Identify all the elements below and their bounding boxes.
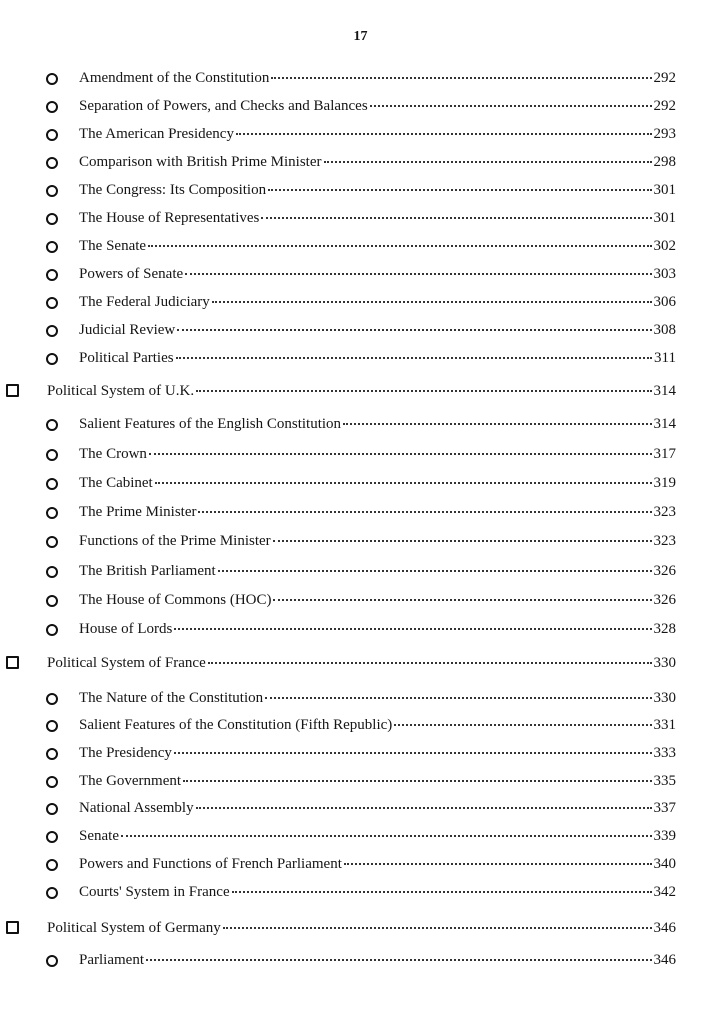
toc-entry-page: 326: [653, 563, 676, 579]
toc-entry-page: 293: [653, 126, 676, 142]
dot-leader: [343, 423, 651, 425]
bullet-square-icon: [6, 384, 19, 397]
bullet-square-icon: [6, 656, 19, 669]
bullet-square-icon: [6, 921, 19, 934]
dot-leader: [155, 482, 652, 484]
dot-leader: [183, 780, 651, 782]
toc-entry-title: Comparison with British Prime Minister: [79, 154, 322, 170]
dot-leader: [174, 752, 652, 754]
toc-entry-title: Political Parties: [79, 350, 174, 366]
dot-leader: [212, 301, 652, 303]
toc-section-page: 346: [653, 920, 676, 936]
toc-entry-title: Salient Features of the Constitution (Fifth Republic): [79, 717, 393, 733]
toc-entry-title: Senate: [79, 828, 119, 844]
bullet-circle-icon: [46, 213, 58, 225]
toc-entry-page: 292: [653, 98, 676, 114]
bullet-circle-icon: [46, 624, 58, 636]
toc-entry-title: The Federal Judiciary: [79, 294, 210, 310]
toc-entry-page: 346: [653, 952, 676, 968]
page-number: 17: [353, 29, 368, 44]
dot-leader: [271, 77, 651, 79]
dot-leader: [268, 189, 651, 191]
bullet-circle-icon: [46, 507, 58, 519]
toc-entry-page: 342: [653, 884, 676, 900]
bullet-circle-icon: [46, 73, 58, 85]
toc-section: [47, 381, 676, 401]
toc-entry-title: Parliament: [79, 952, 144, 968]
bullet-circle-icon: [46, 831, 58, 843]
dot-leader: [176, 357, 652, 359]
dot-leader: [149, 453, 652, 455]
toc-entry-page: 311: [654, 350, 676, 366]
dot-leader: [324, 161, 652, 163]
bullet-circle-icon: [46, 955, 58, 967]
dot-leader: [177, 329, 651, 331]
bullet-circle-icon: [46, 297, 58, 309]
toc-entry-title: The British Parliament: [79, 563, 216, 579]
toc-entry-title: The House of Commons (HOC): [79, 592, 272, 608]
dot-leader: [265, 697, 651, 699]
toc-entry-page: 298: [653, 154, 676, 170]
toc-entry: [79, 264, 676, 284]
toc-entry: [79, 68, 676, 88]
bullet-circle-icon: [46, 353, 58, 365]
toc-entry-page: 319: [653, 475, 676, 491]
toc-entry-title: Courts' System in France: [79, 884, 230, 900]
toc-entry-page: 323: [653, 533, 676, 549]
bullet-circle-icon: [46, 803, 58, 815]
dot-leader: [236, 133, 652, 135]
toc-entry: [79, 236, 676, 256]
toc-entry: [79, 688, 676, 708]
toc-entry: [79, 180, 676, 200]
toc-entry: [79, 715, 676, 735]
toc-entry: [79, 854, 676, 874]
bullet-circle-icon: [46, 720, 58, 732]
toc-entry: [79, 152, 676, 172]
bullet-circle-icon: [46, 478, 58, 490]
toc-entry: [79, 292, 676, 312]
bullet-circle-icon: [46, 595, 58, 607]
bullet-circle-icon: [46, 748, 58, 760]
toc-entry: [79, 320, 676, 340]
toc-entry: [79, 444, 676, 464]
dot-leader: [185, 273, 651, 275]
dot-leader: [273, 599, 651, 601]
toc-entry-title: Powers and Functions of French Parliament: [79, 856, 342, 872]
toc-section-page: 314: [653, 383, 676, 399]
bullet-circle-icon: [46, 129, 58, 141]
toc-section: [47, 918, 676, 938]
toc-entry-title: National Assembly: [79, 800, 194, 816]
toc-entry-page: 301: [653, 182, 676, 198]
toc-entry: [79, 414, 676, 434]
toc-entry: [79, 743, 676, 763]
toc-entry-page: 314: [653, 416, 676, 432]
toc-entry: [79, 950, 676, 970]
dot-leader: [344, 863, 652, 865]
toc-entry: [79, 124, 676, 144]
toc-entry-title: Functions of the Prime Minister: [79, 533, 271, 549]
toc-entry-title: House of Lords: [79, 621, 173, 637]
bullet-circle-icon: [46, 887, 58, 899]
toc-entry: [79, 619, 676, 639]
toc-entry: [79, 561, 676, 581]
toc-section: [47, 653, 676, 673]
bullet-circle-icon: [46, 566, 58, 578]
toc-entry-title: Amendment of the Constitution: [79, 70, 270, 86]
toc-entry-page: 331: [653, 717, 676, 733]
toc-entry: [79, 798, 676, 818]
bullet-circle-icon: [46, 241, 58, 253]
toc-entry-page: 308: [653, 322, 676, 338]
toc-entry-page: 330: [653, 690, 676, 706]
toc-entry-page: 337: [653, 800, 676, 816]
toc-entry: [79, 473, 676, 493]
toc-entry: [79, 348, 676, 368]
bullet-circle-icon: [46, 536, 58, 548]
toc-entry-page: 323: [653, 504, 676, 520]
dot-leader: [218, 570, 652, 572]
toc-entry: [79, 502, 676, 522]
toc-entry-page: 335: [653, 773, 676, 789]
toc-entry-page: 328: [653, 621, 676, 637]
toc-entry: [79, 531, 676, 551]
toc-entry: [79, 96, 676, 116]
bullet-circle-icon: [46, 449, 58, 461]
toc-entry-page: 340: [653, 856, 676, 872]
toc-entry-title: The Senate: [79, 238, 147, 254]
toc-section-page: 330: [653, 655, 676, 671]
toc-entry-page: 302: [653, 238, 676, 254]
toc-section-title: Political System of U.K.: [47, 383, 195, 399]
toc-entry-title: The Nature of the Constitution: [79, 690, 264, 706]
toc-entry: [79, 771, 676, 791]
dot-leader: [174, 628, 651, 630]
toc-entry-title: The Prime Minister: [79, 504, 197, 520]
toc-entry-page: 306: [653, 294, 676, 310]
toc-entry-title: The Cabinet: [79, 475, 153, 491]
bullet-circle-icon: [46, 776, 58, 788]
toc-entry-page: 301: [653, 210, 676, 226]
toc-entry-page: 333: [653, 745, 676, 761]
dot-leader: [198, 511, 651, 513]
bullet-circle-icon: [46, 269, 58, 281]
toc-entry-page: 303: [653, 266, 676, 282]
dot-leader: [148, 245, 651, 247]
toc-entry-page: 326: [653, 592, 676, 608]
dot-leader: [196, 390, 651, 392]
dot-leader: [146, 959, 652, 961]
bullet-circle-icon: [46, 157, 58, 169]
toc-entry-page: 339: [653, 828, 676, 844]
dot-leader: [394, 724, 651, 726]
dot-leader: [232, 891, 652, 893]
toc-entry-title: The House of Representatives: [79, 210, 260, 226]
bullet-circle-icon: [46, 185, 58, 197]
dot-leader: [261, 217, 651, 219]
toc-entry-title: The Crown: [79, 446, 147, 462]
dot-leader: [273, 540, 652, 542]
toc-entry: [79, 882, 676, 902]
toc-entry: [79, 208, 676, 228]
dot-leader: [223, 927, 652, 929]
toc-section-title: Political System of France: [47, 655, 206, 671]
dot-leader: [208, 662, 652, 664]
toc-entry-title: Separation of Powers, and Checks and Balances: [79, 98, 368, 114]
bullet-circle-icon: [46, 419, 58, 431]
toc-entry-title: The Congress: Its Composition: [79, 182, 267, 198]
toc-entry-title: The Government: [79, 773, 182, 789]
toc-entry-title: Powers of Senate: [79, 266, 184, 282]
bullet-circle-icon: [46, 325, 58, 337]
bullet-circle-icon: [46, 101, 58, 113]
dot-leader: [370, 105, 652, 107]
bullet-circle-icon: [46, 693, 58, 705]
toc-entry: [79, 590, 676, 610]
toc-entry-title: Judicial Review: [79, 322, 176, 338]
dot-leader: [121, 835, 652, 837]
bullet-circle-icon: [46, 859, 58, 871]
toc-entry-title: Salient Features of the English Constitution: [79, 416, 342, 432]
toc-entry-title: The Presidency: [79, 745, 172, 761]
toc-section-title: Political System of Germany: [47, 920, 221, 936]
toc-entry-title: The American Presidency: [79, 126, 234, 142]
toc-entry-page: 292: [653, 70, 676, 86]
toc-entry-page: 317: [653, 446, 676, 462]
toc-entry: [79, 826, 676, 846]
dot-leader: [196, 807, 652, 809]
